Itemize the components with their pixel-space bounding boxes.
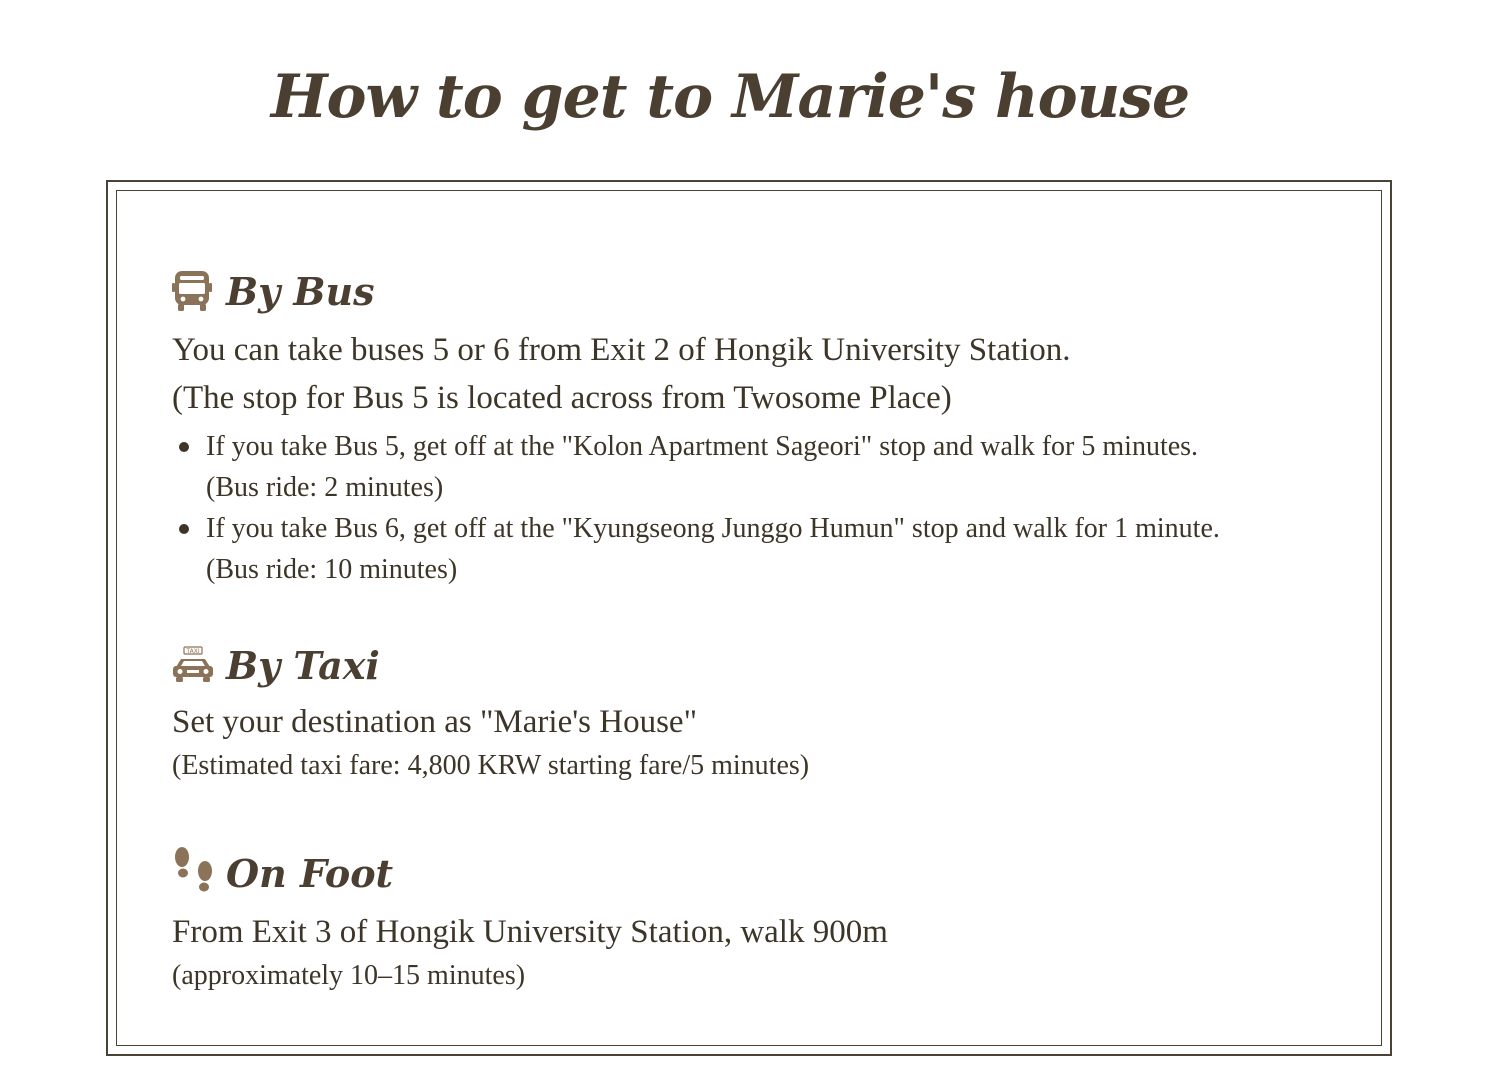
section-heading-foot: [172, 848, 1342, 898]
page-title: How to get to Marie's house: [270, 62, 1190, 132]
foot-line-2: (approximately 10–15 minutes): [172, 960, 526, 991]
taxi-line-2: (Estimated taxi fare: 4,800 KRW starting fare/5 minutes): [172, 750, 810, 781]
bullet-icon: [179, 442, 189, 452]
section-title-foot: On Foot: [226, 850, 394, 896]
section-title-taxi: By Taxi: [226, 642, 380, 688]
bullet-icon: [179, 524, 189, 534]
bus-route-text: If you take Bus 5, get off at the "Kolon Apartment Sageori" stop and walk for 5 minutes.: [206, 431, 1199, 462]
bus-route-duration: (Bus ride: 10 minutes): [206, 554, 458, 585]
section-foot: [172, 848, 1342, 996]
bus-icon: [172, 269, 216, 313]
section-heading-taxi: [172, 640, 1342, 690]
taxi-line-1: Set your destination as "Marie's House": [172, 704, 698, 740]
list-item: [172, 508, 1342, 590]
bus-line-2: (The stop for Bus 5 is located across from Twosome Place): [172, 380, 952, 416]
bus-line-1: You can take buses 5 or 6 from Exit 2 of Hongik University Station.: [172, 332, 1071, 368]
taxi-sign-text: TAXI: [186, 648, 200, 655]
bus-route-duration: (Bus ride: 2 minutes): [206, 472, 444, 503]
bus-route-text: If you take Bus 6, get off at the "Kyungseong Junggo Humun" stop and walk for 1 minute.: [206, 513, 1220, 544]
bus-route-list: [172, 426, 1342, 590]
section-bus: [172, 266, 1342, 590]
foot-line-1: From Exit 3 of Hongik University Station, walk 900m: [172, 914, 888, 950]
taxi-icon: [172, 643, 216, 687]
list-item: [172, 426, 1342, 508]
footprints-icon: [172, 851, 216, 895]
section-title-bus: By Bus: [226, 268, 375, 314]
section-heading-bus: [172, 266, 1342, 316]
section-taxi: [172, 640, 1342, 786]
